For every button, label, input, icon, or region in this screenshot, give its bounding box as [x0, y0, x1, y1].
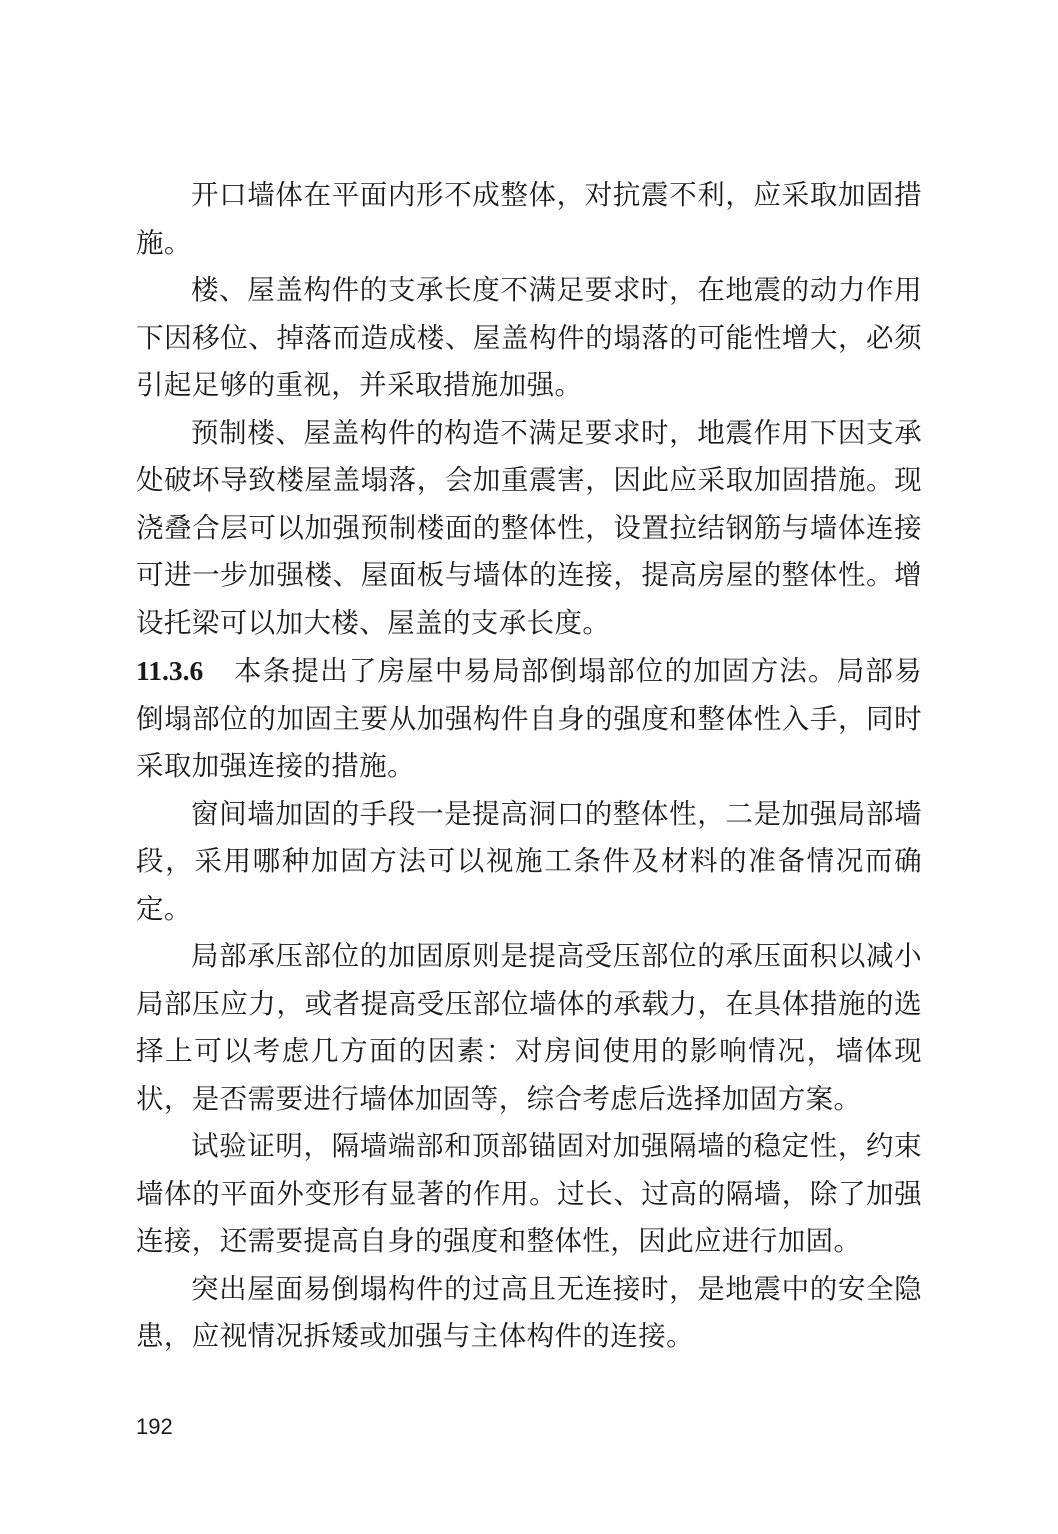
- paragraph: 预制楼、屋盖构件的构造不满足要求时，地震作用下因支承处破坏导致楼屋盖塌落，会加重震害，因此应采取加固措施。现浇叠合层可以加强预制楼面的整体性，设置拉结钢筋与墙体连接可进一步加强楼、屋面板与墙体的连接，提高房屋的整体性。增设托梁可以加大楼、屋盖的支承长度。: [136, 416, 922, 639]
- paragraph: 突出屋面易倒塌构件的过高且无连接时，是地震中的安全隐患，应视情况拆矮或加强与主体构件的连接。: [136, 1272, 922, 1352]
- paragraph: 楼、屋盖构件的支承长度不满足要求时，在地震的动力作用下因移位、掉落而造成楼、屋盖构件的塌落的可能性增大，必须引起足够的重视，并采取措施加强。: [136, 274, 922, 401]
- paragraph: 窗间墙加固的手段一是提高洞口的整体性，二是加强局部墙段，采用哪种加固方法可以视施工条件及材料的准备情况而确定。: [136, 797, 922, 925]
- paragraph: 局部承压部位的加固原则是提高受压部位的承压面积以减小局部压应力，或者提高受压部位墙体的承载力，在具体措施的选择上可以考虑几方面的因素：对房间使用的影响情况，墙体现状，是否需要进行墙体加固等，综合考虑后选择加固方案。: [136, 940, 922, 1115]
- page-number: 192: [136, 1414, 173, 1439]
- body-text: [136, 172, 922, 1361]
- section-paragraph: [136, 647, 922, 791]
- section-text: 本条提出了房屋中易局部倒塌部位的加固方法。局部易倒塌部位的加固主要从加强构件自身的强度和整体性入手，同时采取加强连接的措施。: [136, 655, 922, 782]
- paragraph: 试验证明，隔墙端部和顶部锚固对加强隔墙的稳定性，约束墙体的平面外变形有显著的作用。过长、过高的隔墙，除了加强连接，还需要提高自身的强度和整体性，因此应进行加固。: [136, 1130, 922, 1257]
- section-number: 11.3.6: [136, 655, 204, 686]
- paragraph: 开口墙体在平面内形不成整体，对抗震不利，应采取加固措施。: [136, 179, 922, 259]
